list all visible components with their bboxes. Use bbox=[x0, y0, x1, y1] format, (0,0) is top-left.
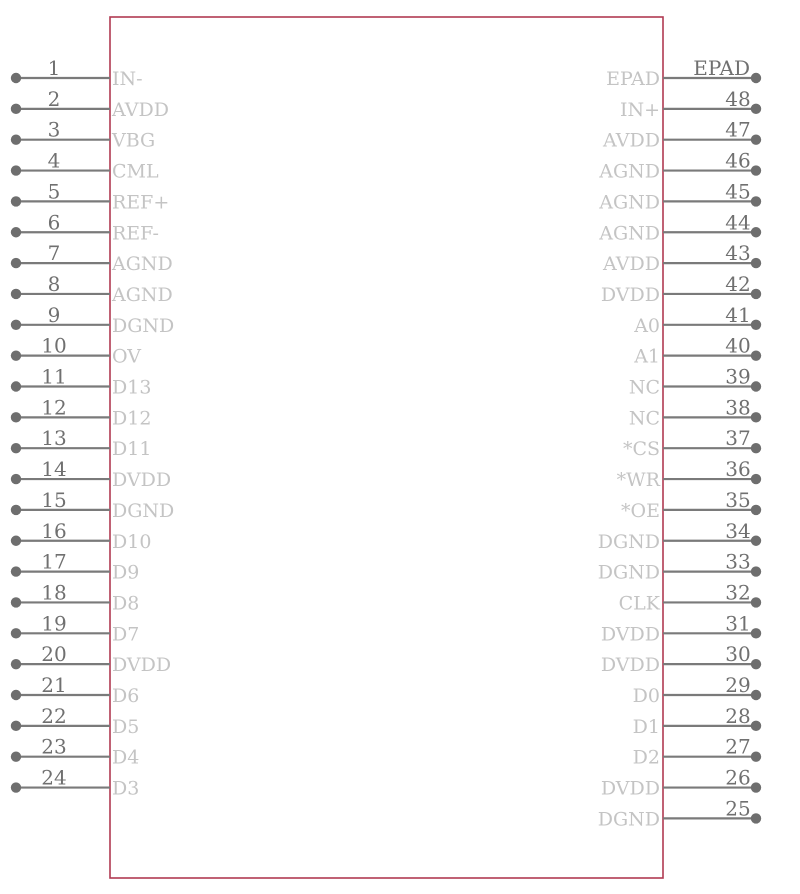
pin-number: 32 bbox=[725, 580, 751, 605]
pin-number: 39 bbox=[725, 364, 751, 389]
pin-terminal-dot bbox=[751, 782, 761, 792]
pin-number: 27 bbox=[725, 734, 751, 759]
pin-name-label: DVDD bbox=[112, 469, 172, 492]
pin-terminal-dot bbox=[751, 813, 761, 823]
pin-terminal-dot bbox=[751, 165, 761, 175]
pin-name-label: D4 bbox=[112, 746, 140, 769]
pin-number: 28 bbox=[725, 703, 751, 728]
left-pin-8 bbox=[11, 272, 173, 306]
pin-name-label: AVDD bbox=[603, 129, 660, 152]
pin-name-label: *CS bbox=[622, 438, 660, 461]
pin-terminal-dot bbox=[751, 566, 761, 576]
pin-terminal-dot bbox=[11, 443, 21, 453]
pin-name-label: DVDD bbox=[112, 654, 172, 677]
pin-number: 42 bbox=[725, 271, 751, 296]
pin-terminal-dot bbox=[751, 320, 761, 330]
left-pin-7 bbox=[11, 241, 173, 275]
left-pin-2 bbox=[11, 87, 169, 121]
pin-number: 40 bbox=[725, 333, 751, 358]
pin-name-label: *OE bbox=[621, 499, 660, 522]
left-pin-5 bbox=[11, 179, 169, 213]
left-pin-11 bbox=[11, 365, 152, 399]
left-pin-1 bbox=[11, 56, 143, 90]
pin-number: 6 bbox=[47, 210, 61, 235]
pin-number: 13 bbox=[41, 426, 67, 451]
left-pin-12 bbox=[11, 395, 152, 429]
pin-terminal-dot bbox=[11, 536, 21, 546]
pin-number: 21 bbox=[41, 673, 67, 697]
left-pin-10 bbox=[11, 334, 141, 368]
pin-number: 43 bbox=[725, 241, 751, 266]
pin-name-label: D13 bbox=[112, 376, 152, 399]
pin-terminal-dot bbox=[751, 412, 761, 422]
pin-terminal-dot bbox=[751, 196, 761, 206]
pin-number: 44 bbox=[725, 210, 751, 235]
pin-name-label: D5 bbox=[112, 715, 140, 738]
left-pin-22 bbox=[11, 704, 140, 738]
pin-terminal-dot bbox=[11, 258, 21, 268]
right-pin-25 bbox=[598, 796, 761, 830]
right-pin-32 bbox=[619, 580, 762, 614]
pin-name-label: A1 bbox=[634, 345, 660, 368]
left-pin-15 bbox=[11, 488, 174, 522]
pin-number: 10 bbox=[41, 333, 67, 358]
left-pin-9 bbox=[11, 303, 174, 337]
left-pin-14 bbox=[11, 457, 171, 491]
right-pin-33 bbox=[598, 550, 761, 584]
pin-number: 1 bbox=[47, 56, 61, 80]
pin-number: 8 bbox=[47, 271, 61, 296]
pin-terminal-dot bbox=[751, 628, 761, 638]
left-pin-column bbox=[11, 56, 174, 800]
pin-number: 17 bbox=[41, 549, 67, 574]
right-pin-46 bbox=[598, 149, 761, 183]
pin-name-label: AGND bbox=[112, 283, 173, 306]
pin-name-label: AGND bbox=[599, 191, 660, 214]
right-pin-44 bbox=[598, 210, 761, 244]
right-pin-column bbox=[598, 56, 761, 830]
pin-name-label: EPAD bbox=[606, 68, 660, 90]
pin-terminal-dot bbox=[751, 350, 761, 360]
pin-name-label: DGND bbox=[112, 314, 175, 337]
pin-name-label: AGND bbox=[599, 222, 660, 245]
right-pin-31 bbox=[601, 611, 761, 645]
left-pin-23 bbox=[11, 735, 140, 769]
pin-terminal-dot bbox=[751, 474, 761, 484]
pin-terminal-dot bbox=[751, 690, 761, 700]
pin-terminal-dot bbox=[11, 227, 21, 237]
left-pin-3 bbox=[11, 118, 155, 152]
right-pin-29 bbox=[633, 673, 762, 707]
pin-terminal-dot bbox=[11, 381, 21, 391]
left-pin-13 bbox=[11, 426, 152, 460]
right-pin-38 bbox=[629, 395, 761, 429]
pin-terminal-dot bbox=[751, 381, 761, 391]
pin-terminal-dot bbox=[11, 412, 21, 422]
left-pin-18 bbox=[11, 580, 140, 614]
pin-terminal-dot bbox=[11, 73, 21, 83]
pin-terminal-dot bbox=[11, 597, 21, 607]
pin-number: 7 bbox=[47, 241, 61, 266]
pin-name-label: REF+ bbox=[112, 191, 170, 214]
pin-number: 19 bbox=[41, 611, 67, 636]
pin-name-label: AGND bbox=[599, 160, 660, 183]
pin-terminal-dot bbox=[11, 628, 21, 638]
pin-number: 23 bbox=[41, 734, 67, 759]
right-pin-41 bbox=[633, 303, 761, 337]
pin-name-label: D1 bbox=[632, 715, 660, 738]
pin-number: 4 bbox=[47, 148, 61, 173]
right-pin-40 bbox=[633, 334, 761, 368]
pin-number: 29 bbox=[725, 673, 751, 697]
pin-number: 22 bbox=[41, 703, 67, 728]
pin-name-label: D11 bbox=[112, 438, 152, 461]
pin-number: 16 bbox=[41, 518, 67, 543]
pin-terminal-dot bbox=[751, 597, 761, 607]
pin-name-label: OV bbox=[112, 345, 141, 368]
pin-terminal-dot bbox=[11, 474, 21, 484]
left-pin-24 bbox=[11, 766, 140, 800]
pin-name-label: DVDD bbox=[600, 777, 660, 800]
right-pin-42 bbox=[601, 272, 761, 306]
right-pin-43 bbox=[602, 241, 761, 275]
pin-name-label: D0 bbox=[632, 685, 660, 707]
pin-name-label: DVDD bbox=[600, 654, 660, 677]
pin-name-label: D10 bbox=[112, 530, 152, 553]
pin-terminal-dot bbox=[11, 505, 21, 515]
right-pin-26 bbox=[601, 766, 761, 800]
pin-terminal-dot bbox=[11, 782, 21, 792]
pin-name-label: DGND bbox=[597, 808, 660, 831]
pin-number: 5 bbox=[47, 179, 61, 204]
pin-name-label: IN+ bbox=[619, 98, 660, 121]
pin-name-label: DGND bbox=[597, 561, 660, 584]
pin-number: 3 bbox=[47, 117, 61, 142]
pin-name-label: DVDD bbox=[600, 283, 660, 306]
pin-number: EPAD bbox=[693, 56, 750, 80]
pin-terminal-dot bbox=[751, 289, 761, 299]
pin-number: 2 bbox=[47, 86, 61, 111]
pin-terminal-dot bbox=[11, 566, 21, 576]
pin-name-label: D3 bbox=[112, 777, 140, 800]
pin-number: 46 bbox=[725, 148, 751, 173]
pin-name-label: *WR bbox=[616, 469, 660, 492]
left-pin-16 bbox=[11, 519, 152, 553]
pin-name-label: AVDD bbox=[603, 253, 660, 276]
pin-number: 48 bbox=[725, 86, 751, 111]
pin-terminal-dot bbox=[11, 289, 21, 299]
pin-name-label: A0 bbox=[634, 314, 660, 337]
right-pin-39 bbox=[629, 365, 761, 399]
left-pin-6 bbox=[11, 210, 159, 244]
pin-number: 20 bbox=[41, 642, 67, 667]
pin-terminal-dot bbox=[11, 350, 21, 360]
pin-name-label: IN- bbox=[112, 68, 143, 90]
pin-name-label: NC bbox=[628, 407, 660, 430]
pin-name-label: DGND bbox=[112, 499, 175, 522]
left-pin-17 bbox=[11, 550, 140, 584]
pin-number: 41 bbox=[725, 302, 751, 327]
pin-number: 26 bbox=[725, 765, 751, 790]
pin-terminal-dot bbox=[11, 196, 21, 206]
pin-name-label: VBG bbox=[112, 129, 156, 152]
right-pin-EPAD bbox=[606, 56, 761, 90]
left-pin-4 bbox=[11, 149, 159, 183]
right-pin-30 bbox=[601, 642, 761, 676]
right-pin-48 bbox=[620, 87, 761, 121]
pin-terminal-dot bbox=[11, 690, 21, 700]
pin-terminal-dot bbox=[11, 104, 21, 114]
pin-number: 18 bbox=[41, 580, 67, 605]
pin-number: 47 bbox=[725, 117, 751, 142]
pin-name-label: AVDD bbox=[112, 98, 169, 121]
pin-name-label: D9 bbox=[112, 561, 140, 584]
pin-terminal-dot bbox=[751, 104, 761, 114]
pin-number: 30 bbox=[725, 642, 751, 667]
pin-number: 12 bbox=[41, 395, 67, 420]
pin-number: 14 bbox=[41, 457, 67, 482]
left-pin-19 bbox=[11, 611, 140, 645]
pin-name-label: NC bbox=[628, 376, 660, 399]
pin-terminal-dot bbox=[751, 227, 761, 237]
pin-name-label: REF- bbox=[112, 222, 159, 245]
right-pin-47 bbox=[602, 118, 761, 152]
ic-body-outline bbox=[110, 17, 663, 878]
pin-terminal-dot bbox=[751, 73, 761, 83]
pin-terminal-dot bbox=[751, 721, 761, 731]
pin-name-label: DVDD bbox=[600, 623, 660, 646]
right-pin-34 bbox=[598, 519, 761, 553]
pin-terminal-dot bbox=[751, 752, 761, 762]
pin-number: 9 bbox=[47, 302, 61, 327]
pin-terminal-dot bbox=[11, 135, 21, 145]
pin-name-label: D2 bbox=[632, 746, 660, 769]
pin-number: 37 bbox=[725, 426, 751, 451]
pin-name-label: D6 bbox=[112, 685, 140, 707]
right-pin-27 bbox=[633, 735, 762, 769]
pin-terminal-dot bbox=[751, 443, 761, 453]
right-pin-37 bbox=[623, 426, 761, 460]
pin-name-label: AGND bbox=[112, 253, 173, 276]
pin-name-label: D7 bbox=[112, 623, 140, 646]
pin-number: 25 bbox=[725, 796, 751, 821]
pin-number: 33 bbox=[725, 549, 751, 574]
pin-terminal-dot bbox=[11, 165, 21, 175]
pin-terminal-dot bbox=[751, 659, 761, 669]
pin-terminal-dot bbox=[11, 320, 21, 330]
left-pin-20 bbox=[11, 642, 171, 676]
pin-number: 38 bbox=[725, 395, 751, 420]
pin-number: 11 bbox=[41, 364, 67, 389]
right-pin-45 bbox=[598, 179, 761, 213]
right-pin-28 bbox=[633, 704, 762, 738]
left-pin-21 bbox=[11, 673, 140, 707]
pin-number: 35 bbox=[725, 487, 751, 512]
pin-name-label: D12 bbox=[112, 407, 152, 430]
pin-terminal-dot bbox=[751, 135, 761, 145]
pin-number: 15 bbox=[41, 487, 67, 512]
pin-name-label: DGND bbox=[597, 530, 660, 553]
right-pin-36 bbox=[617, 457, 762, 491]
pin-name-label: D8 bbox=[112, 592, 140, 615]
pin-terminal-dot bbox=[751, 505, 761, 515]
pin-terminal-dot bbox=[751, 258, 761, 268]
right-pin-35 bbox=[621, 488, 761, 522]
pin-number: 31 bbox=[725, 611, 751, 636]
pin-number: 34 bbox=[725, 518, 751, 543]
pin-terminal-dot bbox=[11, 752, 21, 762]
pin-number: 36 bbox=[725, 457, 751, 482]
pin-terminal-dot bbox=[11, 721, 21, 731]
pin-terminal-dot bbox=[11, 659, 21, 669]
pin-terminal-dot bbox=[751, 536, 761, 546]
pin-number: 24 bbox=[41, 765, 67, 790]
pin-name-label: CLK bbox=[618, 592, 660, 615]
pin-number: 45 bbox=[725, 179, 751, 204]
pin-name-label: CML bbox=[112, 160, 159, 183]
